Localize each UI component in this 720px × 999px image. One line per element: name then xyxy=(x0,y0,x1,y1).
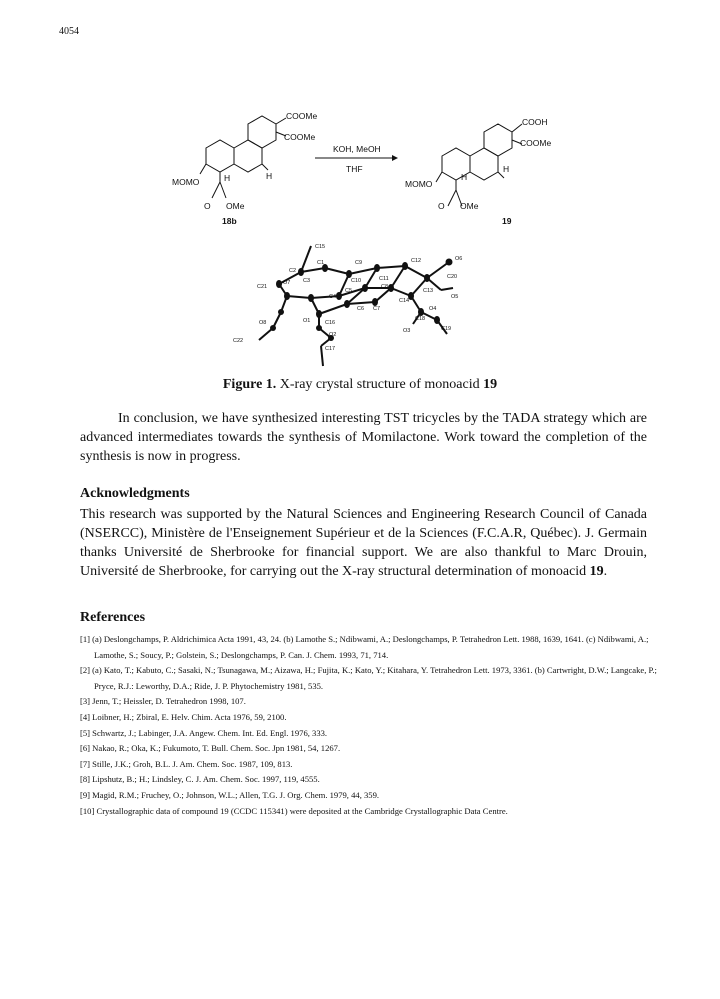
reagent-top: KOH, MeOH xyxy=(333,144,381,154)
xray-label-o6: O6 xyxy=(455,256,463,262)
reference-item: [6] Nakao, R.; Oka, K.; Fukumoto, T. Bull. Chem. Soc. Jpn 1981, 54, 1267. xyxy=(80,743,341,754)
start-compound-number: 18b xyxy=(222,216,237,226)
reference-item: [3] Jenn, T.; Heissler, D. Tetrahedron 1998, 107. xyxy=(80,696,246,707)
xray-label-o5: O5 xyxy=(451,294,459,300)
xray-label-c20: C20 xyxy=(447,274,458,280)
xray-label-o3: O3 xyxy=(403,328,411,334)
conclusion-paragraph: In conclusion, we have synthesized interesting TST tricycles by the TADA strategy which are advanced intermediates towards the synthesis of Momilactone. Work toward the completion of the synthesis is now in progress. xyxy=(80,411,647,464)
acknowledgments-text: This research was supported by the Natural Sciences and Engineering Research Council of Canada (NSERCC), Ministère de l'Enseignement Supérieur et de la Sciences (F.C.A.R, Québec). J. Germain thanks Université de Sherbrooke for financial support. We are also thankful to Marc Drouin, Université de Sherbrooke, for carrying out the X-ray structural determination of monoacid xyxy=(80,507,647,579)
start-ome: OMe xyxy=(226,201,245,211)
xray-label-c14: C14 xyxy=(399,298,410,304)
prod-compound-number: 19 xyxy=(502,216,512,226)
reference-item: [2] (a) Kato, T.; Kabuto, C.; Sasaki, N.; Tsunagawa, M.; Aizawa, H.; Fujita, K.; Kato, Y.; Kitahara, Y. Tetrahedron Lett. 1973, 3361. (b) Cartwright, D.W.; Langcake, P.; Pryce, R.J.: Leworthy, D.A.; Ride, J. P. Phytochemistry 1981, 535. xyxy=(80,665,657,691)
xray-label-c2: C2 xyxy=(289,268,297,274)
xray-label-c17: C17 xyxy=(325,346,336,352)
prod-ome: OMe xyxy=(460,201,479,211)
xray-label-c5: C5 xyxy=(345,288,353,294)
start-o: O xyxy=(204,201,211,211)
acknowledgments-end: . xyxy=(603,564,608,579)
prod-momo: MOMO xyxy=(405,179,433,189)
xray-label-c22: C22 xyxy=(233,338,244,344)
xray-label-c19: C19 xyxy=(441,326,452,332)
figure-caption-compound: 19 xyxy=(483,377,498,392)
figure-caption-text: X-ray crystal structure of monoacid xyxy=(276,377,484,392)
reference-item: [7] Stille, J.K.; Groh, B.L. J. Am. Chem. Soc. 1987, 109, 813. xyxy=(80,758,293,769)
reference-item: [5] Schwartz, J.; Labinger, J.A. Angew. Chem. Int. Ed. Engl. 1976, 333. xyxy=(80,727,328,738)
figure-label: Figure 1. xyxy=(222,377,277,392)
figure-caption xyxy=(0,377,720,393)
reference-item: [10] Crystallographic data of compound 19 (CCDC 115341) were deposited at the Cambridge Crystallographic Data Centre. xyxy=(80,805,508,816)
xray-label-c7: C7 xyxy=(373,306,381,312)
reaction-scheme xyxy=(160,108,570,228)
reference-item: [1] (a) Deslongchamps, P. Aldrichimica Acta 1991, 43, 24. (b) Lamothe S.; Ndibwami, A.; Deslongchamps, P. Tetrahedron Lett. 1988, 1639, 1641. (c) Ndibwami, A.; Lamothe, S.; Soucy, P.; Golstein, S.; Deslongchamps, P. Can. J. Chem. 1993, 71, 714. xyxy=(80,634,649,660)
xray-label-c15: C15 xyxy=(315,244,326,250)
xray-structure xyxy=(215,238,500,373)
prod-o: O xyxy=(438,201,445,211)
xray-label-c6: C6 xyxy=(357,306,365,312)
prod-top-label: COOH xyxy=(522,117,548,127)
prod-second-label: COOMe xyxy=(520,138,552,148)
xray-label-c21: C21 xyxy=(257,284,268,290)
xray-label-c13: C13 xyxy=(423,288,434,294)
compound-18b-structure xyxy=(200,116,286,198)
xray-label-c18: C18 xyxy=(415,316,426,322)
xray-label-c9: C9 xyxy=(355,260,363,266)
start-top-label: COOMe xyxy=(286,111,318,121)
reference-item: [8] Lipshutz, B.; H.; Lindsley, C. J. Am. Chem. Soc. 1997, 119, 4555. xyxy=(80,774,320,785)
xray-label-o4: O4 xyxy=(429,306,437,312)
acknowledgments-paragraph xyxy=(80,505,647,581)
references-heading: References xyxy=(80,610,146,625)
references-list xyxy=(80,632,660,819)
start-h-ring: H xyxy=(266,171,273,181)
xray-label-o2: O2 xyxy=(329,332,337,338)
xray-label-o7: O7 xyxy=(283,280,291,286)
acknowledgments-compound: 19 xyxy=(589,564,604,579)
start-momo: MOMO xyxy=(172,177,200,187)
reference-item: [4] Loibner, H.; Zbiral, E. Helv. Chim. Acta 1976, 59, 2100. xyxy=(80,711,287,722)
start-h-lower: H xyxy=(224,173,231,183)
reagent-bottom: THF xyxy=(346,164,363,174)
xray-label-c16: C16 xyxy=(325,320,336,326)
xray-label-c1: C1 xyxy=(317,260,325,266)
start-second-label: COOMe xyxy=(284,132,316,142)
xray-label-o1: O1 xyxy=(303,318,311,324)
xray-label-c11: C11 xyxy=(379,276,389,282)
prod-h-lower: H xyxy=(461,172,468,182)
prod-h-ring: H xyxy=(503,164,510,174)
xray-label-c4: C4 xyxy=(329,294,337,300)
reference-item: [9] Magid, R.M.; Fruchey, O.; Johnson, W.L.; Allen, T.G. J. Org. Chem. 1979, 44, 359. xyxy=(80,789,380,800)
xray-label-c3: C3 xyxy=(303,278,311,284)
xray-label-c8: C8 xyxy=(381,284,389,290)
xray-label-c12: C12 xyxy=(411,258,422,264)
acknowledgments-heading: Acknowledgments xyxy=(80,486,190,501)
reaction-arrow xyxy=(315,155,398,161)
xray-label-c10: C10 xyxy=(351,278,362,284)
page-number: 4054 xyxy=(59,26,79,37)
xray-label-o8: O8 xyxy=(259,320,267,326)
